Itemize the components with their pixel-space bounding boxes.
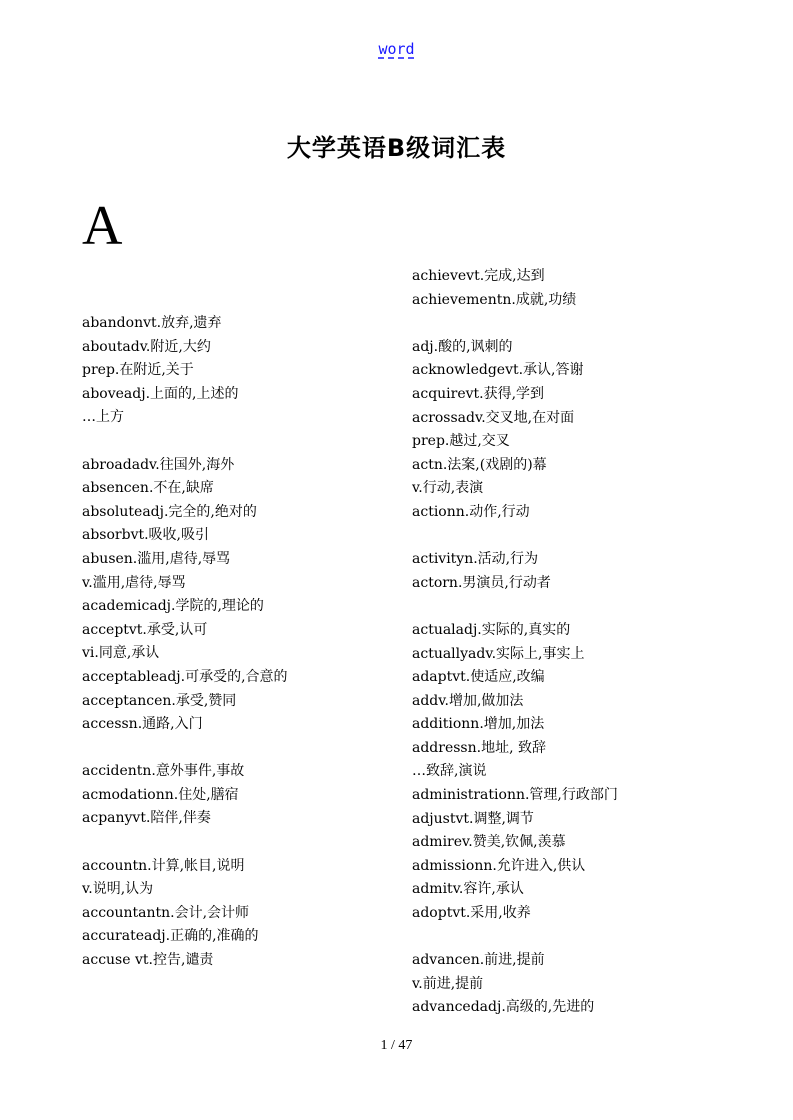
vocab-entry: academicadj.学院的,理论的 bbox=[82, 598, 264, 615]
vocab-entry: accidentn.意外事件,事故 bbox=[82, 763, 245, 780]
vocab-entry: actorn.男演员,行动者 bbox=[412, 574, 551, 591]
vocab-entry: v.前进,提前 bbox=[412, 975, 484, 992]
vocabulary-list-left bbox=[82, 312, 382, 973]
vocab-entry: prep.在附近,关于 bbox=[82, 362, 194, 379]
vocab-entry: aboveadj.上面的,上述的 bbox=[82, 385, 239, 402]
vocab-entry: …上方 bbox=[82, 409, 124, 426]
vocab-entry: vi.同意,承认 bbox=[82, 645, 160, 662]
blank-line bbox=[412, 926, 732, 950]
vocab-entry: absencen.不在,缺席 bbox=[82, 480, 214, 497]
vocab-entry: achievevt.完成,达到 bbox=[412, 268, 545, 284]
vocab-entry: absoluteadj.完全的,绝对的 bbox=[82, 503, 257, 520]
vocab-entry: actuallyadv.实际上,事实上 bbox=[412, 645, 585, 662]
vocab-entry: acpanyvt.陪伴,伴奏 bbox=[82, 810, 211, 827]
vocab-entry: abusen.滥用,虐待,辱骂 bbox=[82, 550, 231, 567]
vocab-entry: actn.法案,(戏剧的)幕 bbox=[412, 456, 547, 473]
vocab-entry: acrossadv.交叉地,在对面 bbox=[412, 409, 575, 426]
blank-line bbox=[412, 595, 732, 619]
vocab-entry: actionn.动作,行动 bbox=[412, 503, 530, 520]
vocab-entry: acceptancen.承受,赞同 bbox=[82, 692, 237, 709]
vocab-entry: v.说明,认为 bbox=[82, 881, 154, 898]
vocab-entry: actualadj.实际的,真实的 bbox=[412, 621, 571, 638]
vocab-entry: adjustvt.调整,调节 bbox=[412, 810, 534, 827]
vocab-entry: acmodationn.住处,膳宿 bbox=[82, 786, 239, 803]
vocab-entry: advancedadj.高级的,先进的 bbox=[412, 999, 595, 1016]
vocab-entry: activityn.活动,行为 bbox=[412, 551, 539, 568]
vocab-entry: acceptableadj.可承受的,合意的 bbox=[82, 668, 288, 685]
vocab-entry: abandonvt.放弃,遗弃 bbox=[82, 315, 222, 331]
header-word-link[interactable]: word bbox=[378, 40, 415, 58]
blank-line bbox=[82, 831, 382, 855]
vocab-entry: adaptvt.使适应,改编 bbox=[412, 669, 545, 686]
vocab-entry: accuse vt.控告,谴责 bbox=[82, 952, 214, 969]
vocab-entry: admitv.容许,承认 bbox=[412, 881, 524, 898]
vocab-entry: accountn.计算,帐目,说明 bbox=[82, 857, 245, 874]
vocab-entry: addressn.地址, 致辞 bbox=[412, 739, 546, 756]
blank-line bbox=[412, 312, 732, 336]
vocab-entry: admirev.赞美,钦佩,羡慕 bbox=[412, 834, 566, 851]
page-number: 1 / 47 bbox=[380, 1038, 413, 1053]
vocab-entry: acquirevt.获得,学到 bbox=[412, 385, 545, 402]
vocab-entry: admissionn.允许进入,供认 bbox=[412, 857, 586, 874]
vocab-entry: adj.酸的,讽刺的 bbox=[412, 338, 513, 355]
vocab-entry: acceptvt.承受,认可 bbox=[82, 621, 208, 638]
vocab-entry: administrationn.管理,行政部门 bbox=[412, 787, 618, 804]
vocab-entry: v.行动,表演 bbox=[412, 480, 484, 497]
vocabulary-list-right bbox=[412, 265, 732, 1020]
blank-line bbox=[82, 737, 382, 761]
blank-line bbox=[82, 430, 382, 454]
vocab-entry: additionn.增加,加法 bbox=[412, 716, 545, 733]
vocab-entry: addv.增加,做加法 bbox=[412, 692, 524, 709]
vocab-entry: accountantn.会计,会计师 bbox=[82, 904, 250, 921]
blank-line bbox=[412, 525, 732, 549]
vocab-entry: accurateadj.正确的,准确的 bbox=[82, 928, 259, 945]
vocab-entry: achievementn.成就,功绩 bbox=[412, 291, 577, 308]
vocab-entry: acknowledgevt.承认,答谢 bbox=[412, 362, 584, 379]
vocab-entry: …致辞,演说 bbox=[412, 763, 487, 780]
section-letter: A bbox=[82, 195, 123, 257]
vocab-entry: absorbvt.吸收,吸引 bbox=[82, 527, 210, 544]
vocab-entry: prep.越过,交叉 bbox=[412, 433, 510, 450]
vocab-entry: aboutadv.附近,大约 bbox=[82, 338, 211, 355]
document-title: 大学英语B级词汇表 bbox=[286, 134, 507, 162]
vocab-entry: v.滥用,虐待,辱骂 bbox=[82, 574, 186, 591]
vocab-entry: advancen.前进,提前 bbox=[412, 952, 545, 969]
vocab-entry: abroadadv.往国外,海外 bbox=[82, 456, 235, 473]
vocab-entry: accessn.通路,入门 bbox=[82, 716, 203, 733]
vocab-entry: adoptvt.采用,收养 bbox=[412, 905, 531, 922]
